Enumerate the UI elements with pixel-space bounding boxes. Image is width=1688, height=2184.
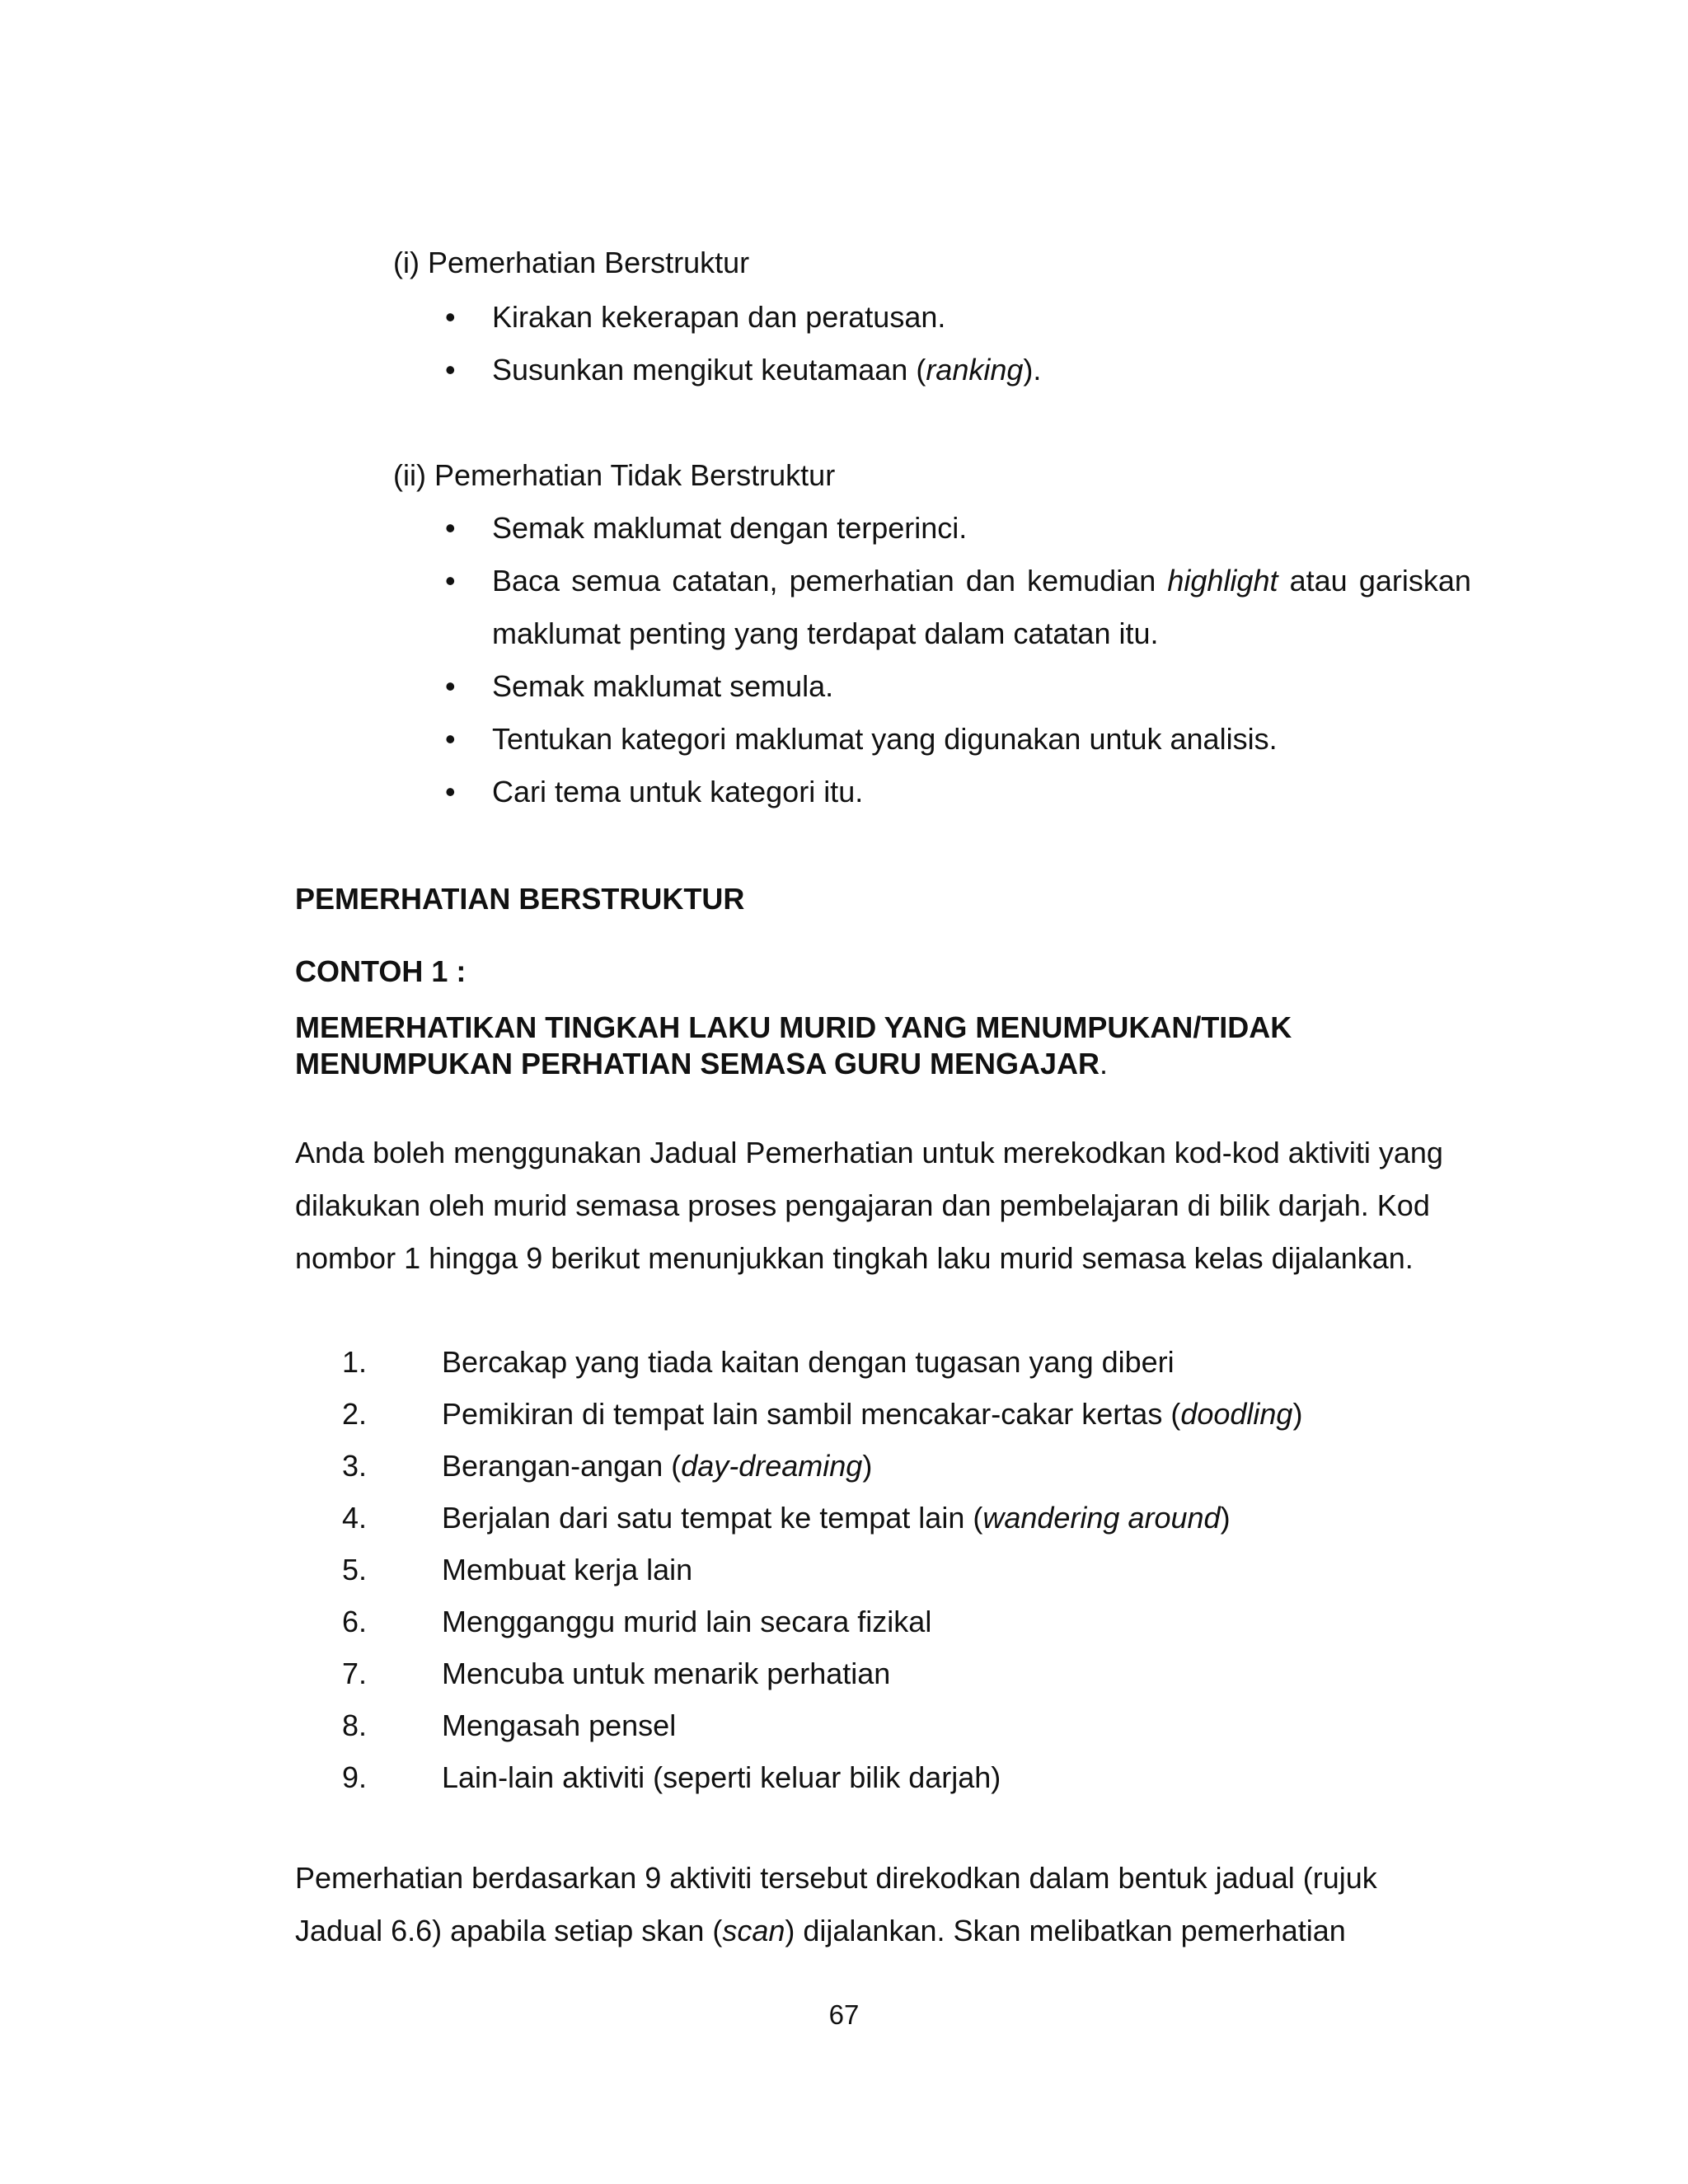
- paragraph-line: Pemerhatian berdasarkan 9 aktiviti tersebut direkodkan dalam bentuk jadual (rujuk: [295, 1861, 1377, 1895]
- bullet-text: Kirakan kekerapan dan peratusan.: [492, 300, 946, 334]
- bullet-text: Semak maklumat semula.: [492, 669, 834, 703]
- list-number: 2.: [342, 1397, 368, 1431]
- list-item: [0, 669, 1688, 712]
- example-heading: CONTOH 1 :: [295, 954, 467, 988]
- list-text: Berangan-angan (day-dreaming): [442, 1449, 873, 1483]
- page-number: 67: [828, 1999, 860, 2030]
- list-number: 7.: [342, 1657, 368, 1690]
- bullet-icon: •: [445, 669, 456, 703]
- list-number: 4.: [342, 1501, 368, 1535]
- bullet-icon: •: [445, 353, 456, 387]
- list-item: [0, 722, 1688, 765]
- list-text: Pemikiran di tempat lain sambil mencakar-cakar kertas (doodling): [442, 1397, 1303, 1431]
- list-text: Berjalan dari satu tempat ke tempat lain (wandering around): [442, 1501, 1231, 1535]
- bullet-text-line: Baca semua catatan, pemerhatian dan kemudian highlight atau gariskan: [492, 564, 1471, 598]
- list-number: 8.: [342, 1708, 368, 1742]
- list-item: [0, 775, 1688, 818]
- paragraph-line: Jadual 6.6) apabila setiap skan (scan) dijalankan. Skan melibatkan pemerhatian: [295, 1914, 1346, 1947]
- bullet-text-line: maklumat penting yang terdapat dalam catatan itu.: [492, 616, 1159, 650]
- list-number: 1.: [342, 1345, 368, 1379]
- list-text: Mengganggu murid lain secara fizikal: [442, 1605, 932, 1638]
- bullet-text: Susunkan mengikut keutamaan (ranking).: [492, 353, 1042, 387]
- paragraph-line: nombor 1 hingga 9 berikut menunjukkan tingkah laku murid semasa kelas dijalankan.: [295, 1241, 1414, 1275]
- list-number: 5.: [342, 1553, 368, 1586]
- list-number: 6.: [342, 1605, 368, 1638]
- list-text: Mencuba untuk menarik perhatian: [442, 1657, 891, 1690]
- list-number: 3.: [342, 1449, 368, 1483]
- bullet-text: Cari tema untuk kategori itu.: [492, 775, 864, 808]
- example-title-line-1: MEMERHATIKAN TINGKAH LAKU MURID YANG MENUMPUKAN/TIDAK: [295, 1010, 1292, 1044]
- bullet-icon: •: [445, 564, 456, 598]
- list-text: Bercakap yang tiada kaitan dengan tugasan yang diberi: [442, 1345, 1175, 1379]
- list-item: [0, 511, 1688, 554]
- section-i-title: (i) Pemerhatian Berstruktur: [393, 246, 750, 279]
- example-title-line-2: MENUMPUKAN PERHATIAN SEMASA GURU MENGAJAR.: [295, 1047, 1109, 1080]
- bullet-text: Tentukan kategori maklumat yang digunakan untuk analisis.: [492, 722, 1278, 756]
- paragraph-line: Anda boleh menggunakan Jadual Pemerhatian untuk merekodkan kod-kod aktiviti yang: [295, 1136, 1443, 1169]
- section-ii-title: (ii) Pemerhatian Tidak Berstruktur: [393, 458, 836, 492]
- bullet-icon: •: [445, 722, 456, 756]
- bullet-icon: •: [445, 511, 456, 545]
- list-item: [0, 564, 1688, 607]
- list-item: [0, 353, 1688, 396]
- bullet-text: Semak maklumat dengan terperinci.: [492, 511, 968, 545]
- list-text: Lain-lain aktiviti (seperti keluar bilik darjah): [442, 1760, 1001, 1794]
- bullet-icon: •: [445, 300, 456, 334]
- list-number: 9.: [342, 1760, 368, 1794]
- section-heading: PEMERHATIAN BERSTRUKTUR: [295, 882, 745, 916]
- list-item: [0, 300, 1688, 343]
- paragraph-line: dilakukan oleh murid semasa proses pengajaran dan pembelajaran di bilik darjah. Kod: [295, 1188, 1430, 1222]
- bullet-icon: •: [445, 775, 456, 808]
- list-text: Mengasah pensel: [442, 1708, 677, 1742]
- list-text: Membuat kerja lain: [442, 1553, 693, 1586]
